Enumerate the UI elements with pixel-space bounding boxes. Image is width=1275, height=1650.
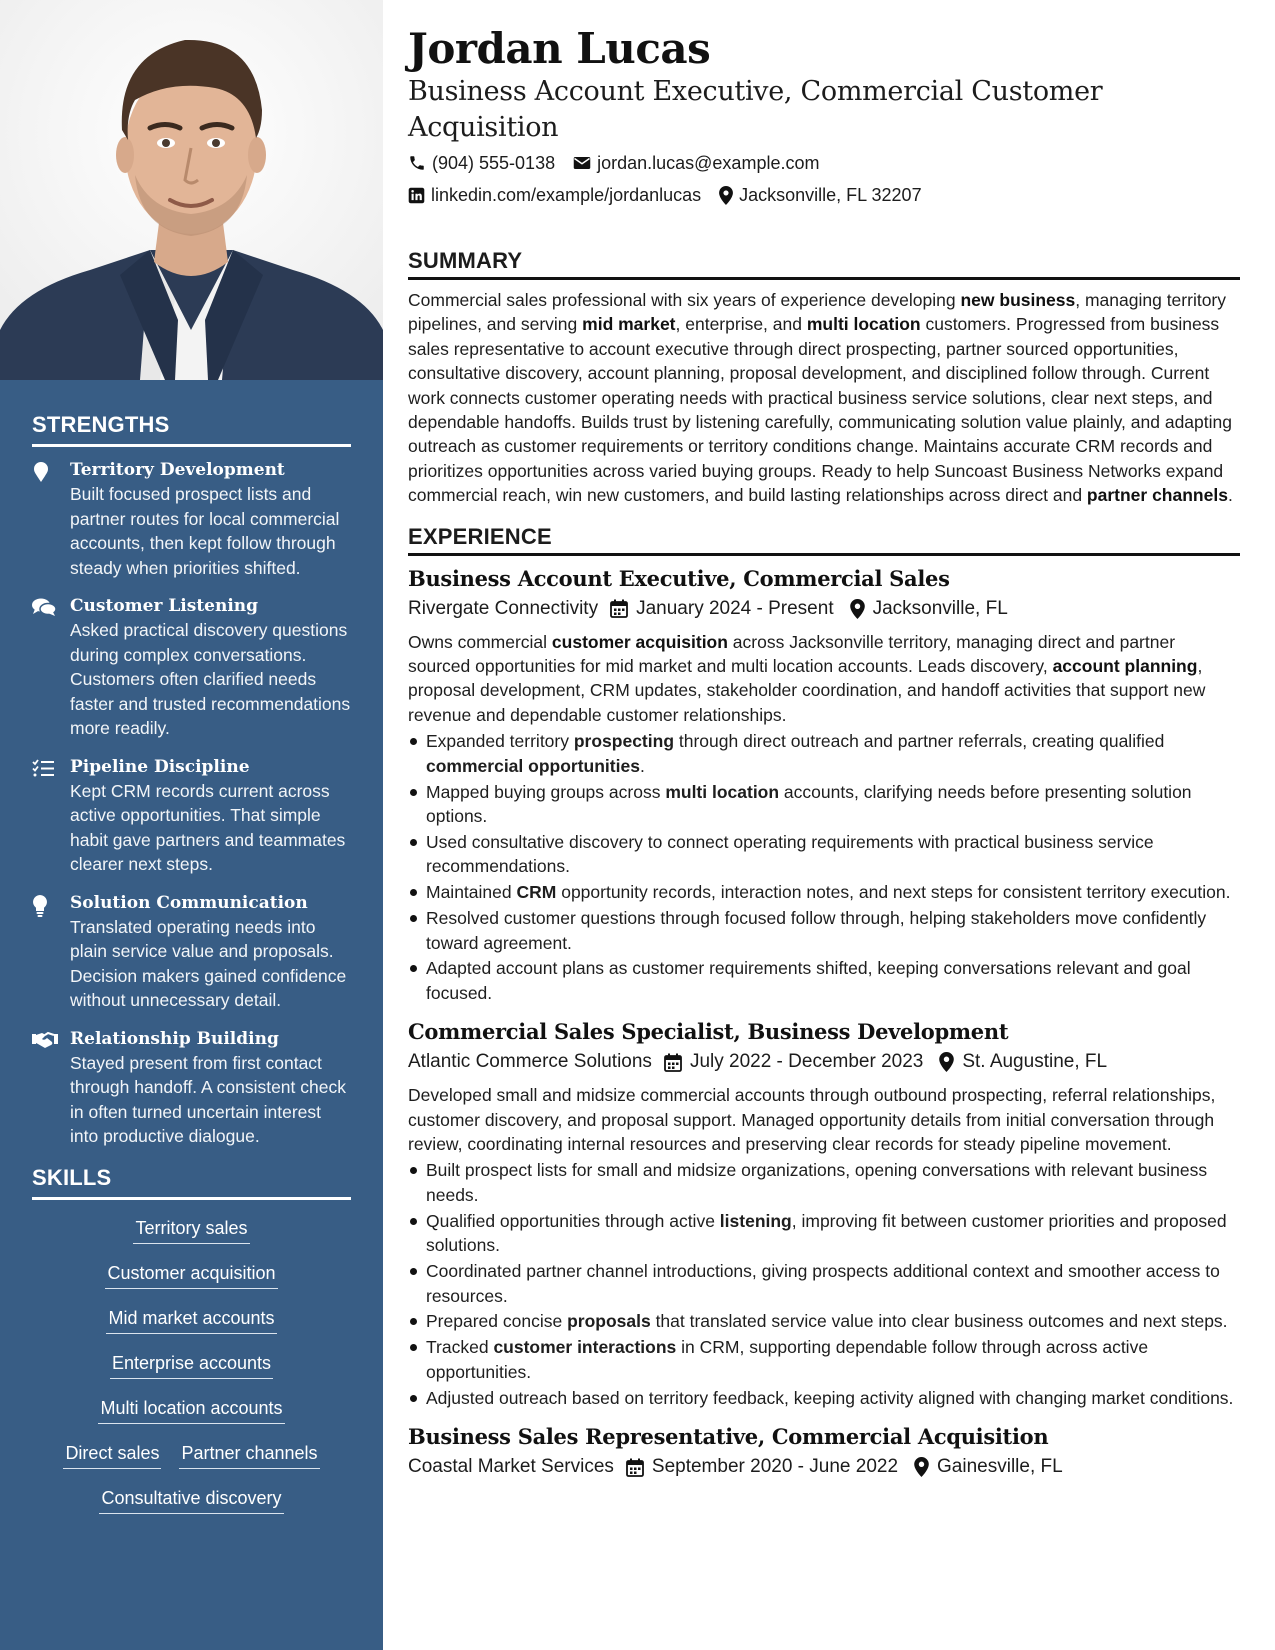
location-text: Gainesville, FL bbox=[937, 1456, 1063, 1478]
strength-body bbox=[70, 756, 351, 877]
map-pin-icon bbox=[850, 599, 865, 619]
job-meta bbox=[408, 594, 1240, 624]
jobs-list bbox=[408, 564, 1240, 1482]
bold-phrase: account planning bbox=[1052, 656, 1198, 677]
bold-phrase: multi location bbox=[665, 781, 780, 802]
text-run: Owns commercial bbox=[408, 631, 552, 652]
bullet-item bbox=[408, 880, 1240, 904]
map-pin-icon bbox=[939, 1052, 954, 1072]
job-dates bbox=[626, 1452, 898, 1482]
strength-item bbox=[32, 1028, 351, 1149]
experience-heading: EXPERIENCE bbox=[408, 524, 1240, 556]
job-title: Business Sales Representative, Commercial Acquisition bbox=[408, 1424, 1049, 1450]
strength-item bbox=[32, 756, 351, 877]
envelope-icon bbox=[573, 155, 591, 171]
contact-row-1 bbox=[408, 148, 1240, 178]
bold-phrase: multi location bbox=[806, 314, 921, 335]
text-run: through direct outreach and partner referrals, creating qualified bbox=[674, 731, 1165, 752]
text-run: in CRM, supporting dependable follow through across active opportunities. bbox=[426, 1337, 1149, 1382]
text-run: Tracked bbox=[426, 1337, 494, 1358]
strength-title: Territory Development bbox=[70, 460, 285, 480]
job-dates bbox=[664, 1047, 923, 1077]
bold-phrase: partner channels bbox=[1086, 485, 1228, 506]
skills-heading: SKILLS bbox=[32, 1165, 351, 1200]
job-dates bbox=[610, 594, 834, 624]
strength-item bbox=[32, 459, 351, 580]
job-bullets bbox=[408, 729, 1240, 1005]
bullet-item bbox=[408, 1209, 1240, 1258]
skill-tag: Mid market accounts bbox=[106, 1306, 276, 1334]
handshake-icon bbox=[32, 1028, 70, 1149]
text-run: Commercial sales professional with six years of experience developing bbox=[408, 290, 961, 310]
skills-row bbox=[32, 1433, 351, 1478]
text-run: Qualified opportunities through active bbox=[426, 1210, 720, 1231]
sidebar bbox=[0, 0, 383, 1650]
strength-body bbox=[70, 1028, 351, 1149]
bold-phrase: commercial opportunities bbox=[426, 755, 640, 776]
text-run: Coordinated partner channel introductions, giving prospects additional context and smoother access to resources. bbox=[426, 1261, 1220, 1306]
strength-title: Pipeline Discipline bbox=[70, 756, 250, 777]
linkedin-icon bbox=[408, 187, 425, 204]
bold-phrase: listening bbox=[719, 1210, 792, 1231]
portrait-illustration bbox=[0, 0, 383, 380]
strength-description: Asked practical discovery questions during complex conversations. Customers often clarified needs faster and trusted recommendations more readily. bbox=[70, 620, 351, 738]
pin-icon bbox=[32, 459, 70, 580]
location-contact bbox=[719, 180, 921, 210]
skills-row bbox=[32, 1343, 351, 1388]
calendar-icon bbox=[626, 1458, 644, 1477]
strength-title: Solution Communication bbox=[70, 892, 308, 913]
summary-heading: SUMMARY bbox=[408, 248, 1240, 280]
skill-tag: Customer acquisition bbox=[105, 1261, 277, 1289]
strength-description: Built focused prospect lists and partner routes for local commercial accounts, then kept follow through steady when priorities shifted. bbox=[70, 484, 340, 578]
text-run: . bbox=[1227, 485, 1233, 506]
text-run: , managing territory pipelines, and serving bbox=[408, 290, 1227, 335]
strengths-list bbox=[32, 459, 351, 1149]
skills-row bbox=[32, 1208, 351, 1253]
skills-row bbox=[32, 1388, 351, 1433]
contact-row-2 bbox=[408, 180, 1240, 210]
dates-text: September 2020 - June 2022 bbox=[651, 1456, 899, 1478]
chat-bubbles-icon bbox=[32, 595, 70, 741]
location-text: Jacksonville, FL bbox=[872, 597, 1008, 619]
bold-phrase: customer interactions bbox=[493, 1337, 677, 1358]
bullet-item bbox=[408, 1335, 1240, 1384]
dates-text: July 2022 - December 2023 bbox=[689, 1051, 924, 1073]
job-meta bbox=[408, 1047, 1240, 1077]
text-run: , proposal development, CRM updates, stakeholder coordination, and handoff activities that support new revenue and dependable customer relationships. bbox=[408, 656, 1206, 725]
bullet-item bbox=[408, 780, 1240, 829]
company-name: Coastal Market Services bbox=[408, 1456, 614, 1478]
bold-phrase: proposals bbox=[567, 1311, 651, 1332]
phone-icon bbox=[408, 154, 426, 172]
email-contact[interactable] bbox=[573, 148, 819, 178]
job-entry bbox=[408, 1422, 1240, 1482]
text-run: customers. Progressed from business sales representative to account executive through direct prospecting, partner sourced opportunities, consultative discovery, account planning, proposal development, and disciplined follow through. Current work connects customer operating needs with practical business service solutions, clear next steps, and dependable handoffs. Builds trust by listening carefully, communicating solution value plainly, and adapting outreach as customer requirements or territory conditions change. Maintains accurate CRM records and prioritizes opportunities across varied buying groups. Ready to help Suncoast Business Networks expand commercial reach, win new customers, and build lasting relationships across direct and bbox=[408, 314, 1232, 506]
phone-text: (904) 555-0138 bbox=[432, 153, 556, 173]
text-run: that translated service value into clear business outcomes and next steps. bbox=[650, 1311, 1228, 1332]
skill-tag: Territory sales bbox=[133, 1216, 249, 1244]
skill-tag: Direct sales bbox=[63, 1441, 161, 1469]
bold-phrase: new business bbox=[960, 290, 1076, 310]
text-run: Adjusted outreach based on territory feedback, keeping activity aligned with changing market conditions. bbox=[426, 1387, 1234, 1408]
bullet-item bbox=[408, 956, 1240, 1005]
candidate-name: Jordan Lucas bbox=[408, 24, 711, 73]
skills-list bbox=[32, 1208, 351, 1523]
job-title: Commercial Sales Specialist, Business Development bbox=[408, 1019, 1009, 1045]
job-location bbox=[914, 1452, 1063, 1482]
bullet-item bbox=[408, 830, 1240, 879]
summary-section bbox=[408, 248, 1240, 508]
job-bullets bbox=[408, 1158, 1240, 1410]
bullet-item bbox=[408, 1259, 1240, 1308]
skill-tag: Multi location accounts bbox=[98, 1396, 284, 1424]
job-title: Business Account Executive, Commercial Sales bbox=[408, 565, 950, 591]
sidebar-content bbox=[32, 412, 351, 1523]
email-text[interactable]: jordan.lucas@example.com bbox=[597, 153, 820, 173]
job-entry bbox=[408, 564, 1240, 1006]
calendar-icon bbox=[610, 599, 628, 618]
dates-text: January 2024 - Present bbox=[636, 597, 834, 619]
text-run: across Jacksonville territory, managing direct and partner sourced opportunities for mid market and multi location accounts. Leads discovery, bbox=[408, 631, 1176, 677]
strength-item bbox=[32, 892, 351, 1013]
text-run: Prepared concise bbox=[426, 1311, 568, 1332]
bold-phrase: CRM bbox=[516, 882, 557, 903]
skill-tag: Consultative discovery bbox=[99, 1486, 283, 1514]
strength-body bbox=[70, 459, 351, 580]
bullet-item bbox=[408, 1309, 1240, 1333]
strength-body bbox=[70, 892, 351, 1013]
location-text: St. Augustine, FL bbox=[962, 1051, 1108, 1073]
strength-title: Customer Listening bbox=[70, 596, 259, 616]
strength-description: Kept CRM records current across active opportunities. That simple habit gave partners and teammates clearer next steps. bbox=[70, 780, 346, 874]
checklist-icon bbox=[32, 756, 70, 877]
text-run: accounts, clarifying needs before presenting solution options. bbox=[426, 781, 1192, 826]
strength-body bbox=[70, 595, 351, 741]
main-content bbox=[408, 24, 1240, 1494]
bold-phrase: customer acquisition bbox=[551, 631, 728, 652]
text-run: , enterprise, and bbox=[675, 314, 807, 335]
candidate-role: Business Account Executive, Commercial Customer Acquisition bbox=[408, 76, 1103, 143]
text-run: Adapted account plans as customer requirements shifted, keeping conversations relevant and goal focused. bbox=[426, 958, 1191, 1003]
text-run: Used consultative discovery to connect operating requirements with practical business service recommendations. bbox=[426, 831, 1154, 877]
bold-phrase: prospecting bbox=[573, 731, 675, 752]
map-pin-icon bbox=[719, 186, 733, 205]
skill-tag: Enterprise accounts bbox=[110, 1351, 273, 1379]
job-location bbox=[850, 594, 1008, 624]
strengths-heading: STRENGTHS bbox=[32, 412, 351, 447]
skills-row bbox=[32, 1298, 351, 1343]
strength-title: Relationship Building bbox=[70, 1028, 279, 1049]
skills-row bbox=[32, 1253, 351, 1298]
bullet-item bbox=[408, 729, 1240, 778]
text-run: Mapped buying groups across bbox=[426, 781, 666, 802]
experience-section bbox=[408, 524, 1240, 1482]
summary-paragraph bbox=[408, 288, 1240, 508]
bullet-item bbox=[408, 1158, 1240, 1207]
job-summary bbox=[408, 630, 1240, 728]
text-run: opportunity records, interaction notes, and next steps for consistent territory execution. bbox=[556, 882, 1231, 903]
company-name: Atlantic Commerce Solutions bbox=[408, 1051, 652, 1073]
map-pin-icon bbox=[914, 1457, 929, 1477]
text-run: Developed small and midsize commercial accounts through outbound prospecting, referral relationships, customer discovery, and proposal support. Managed opportunity details from initial conversation through review, coordinating internal resources and preserving clear records for steady pipeline movement. bbox=[408, 1085, 1216, 1155]
job-location bbox=[939, 1047, 1107, 1077]
profile-photo bbox=[0, 0, 383, 380]
bold-phrase: mid market bbox=[582, 314, 676, 335]
text-run: Expanded territory bbox=[426, 731, 574, 752]
text-run: , improving fit between customer priorities and proposed solutions. bbox=[426, 1210, 1227, 1256]
calendar-icon bbox=[664, 1053, 682, 1072]
job-entry bbox=[408, 1017, 1240, 1410]
location-text: Jacksonville, FL 32207 bbox=[739, 185, 922, 205]
strength-description: Translated operating needs into plain service value and proposals. Decision makers gained confidence without unnecessary detail. bbox=[70, 916, 347, 1010]
strength-item bbox=[32, 595, 351, 741]
bullet-item bbox=[408, 1386, 1240, 1410]
skills-row bbox=[32, 1478, 351, 1523]
strength-description: Stayed present from first contact through handoff. A consistent check in often turned uncertain interest into productive dialogue. bbox=[70, 1052, 346, 1146]
bullet-item bbox=[408, 906, 1240, 955]
text-run: Resolved customer questions through focused follow through, helping stakeholders move confidently toward agreement. bbox=[426, 908, 1207, 953]
skill-tag: Partner channels bbox=[179, 1441, 319, 1469]
text-run: Built prospect lists for small and midsize organizations, opening conversations with relevant business needs. bbox=[426, 1160, 1208, 1205]
company-name: Rivergate Connectivity bbox=[408, 597, 599, 619]
job-summary bbox=[408, 1083, 1240, 1156]
text-run: Maintained bbox=[426, 882, 517, 903]
phone-contact bbox=[408, 148, 555, 178]
text-run: . bbox=[639, 755, 645, 776]
job-meta bbox=[408, 1452, 1240, 1482]
linkedin-contact[interactable] bbox=[408, 180, 701, 210]
lightbulb-icon bbox=[32, 892, 70, 1013]
linkedin-text[interactable]: linkedin.com/example/jordanlucas bbox=[431, 185, 702, 205]
